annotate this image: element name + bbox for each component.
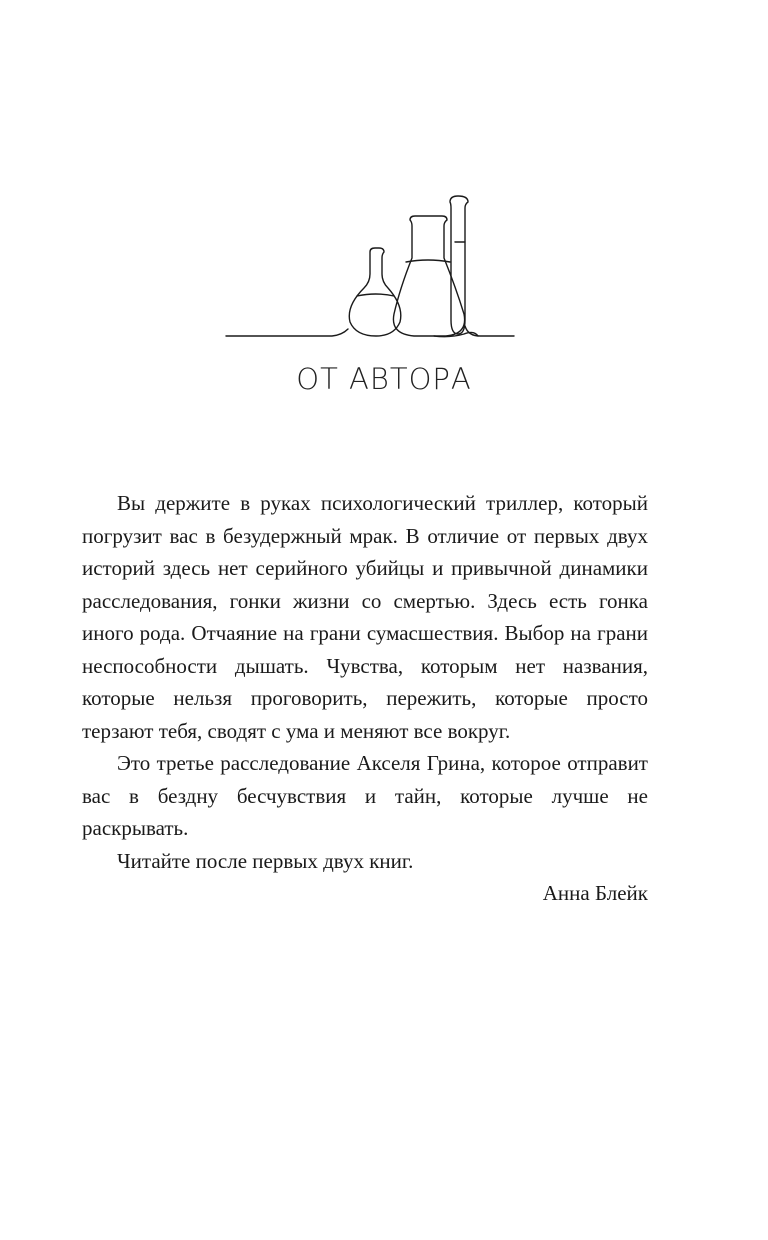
lab-glassware-icon (224, 188, 524, 348)
author-note-text (82, 487, 648, 910)
paragraph: Вы держите в руках психологический триллер, который погрузит вас в безудержный мрак. В отличие от первых двух историй здесь нет серийного убийцы и привычной динамики расследования, гонки жизни со смертью. Здесь есть гонка иного рода. Отчаяние на грани сумасшествия. Выбор на грани неспособности дышать. Чувства, которым нет названия, которые нельзя проговорить, пережить, которые просто терзают тебя, сводят с ума и меняют все вокруг. (82, 491, 648, 743)
paragraph: Это третье расследование Акселя Грина, которое отправит вас в бездну бесчувствия и тайн, которые лучше не раскрывать. (82, 751, 648, 840)
paragraph: Читайте после первых двух книг. (117, 848, 414, 873)
page-title: ОТ АВТОРА (296, 362, 472, 396)
author-signature: Анна Блейк (542, 881, 648, 905)
